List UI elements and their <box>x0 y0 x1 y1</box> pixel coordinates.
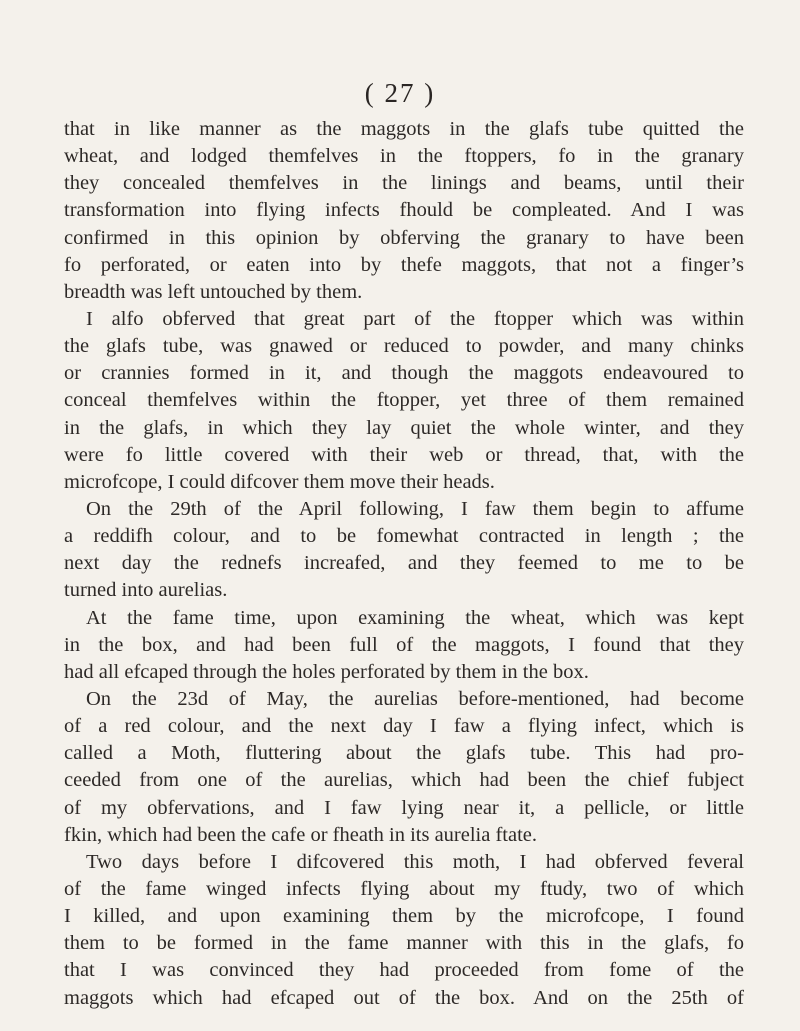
page-number: ( 27 ) <box>364 78 436 108</box>
text-line: On the 23d of May, the aurelias before-mentioned, had become <box>86 687 744 710</box>
text-line: breadth was left untouched by them. <box>64 280 363 303</box>
text-line: of the fame winged infects flying about my ftudy, two of which <box>64 877 744 900</box>
text-line: microfcope, I could difcover them move their heads. <box>64 470 495 493</box>
text-line: of a red colour, and the next day I faw a flying infect, which is <box>64 715 744 738</box>
text-line: had all efcaped through the holes perforated by them in the box. <box>64 660 589 683</box>
text-line: maggots which had efcaped out of the box. And on the 25th of <box>64 986 744 1009</box>
text-line: the glafs tube, was gnawed or reduced to powder, and many chinks <box>64 335 744 358</box>
text-line: transformation into flying infects fhould be compleated. And I was <box>64 199 744 222</box>
text-line: next day the rednefs increafed, and they feemed to me to be <box>64 552 744 575</box>
text-line: conceal themfelves within the ftopper, yet three of them remained <box>64 389 744 412</box>
text-line: that in like manner as the maggots in the glafs tube quitted the <box>64 118 744 140</box>
text-line: I killed, and upon examining them by the microfcope, I found <box>64 905 744 928</box>
text-line: were fo little covered with their web or thread, that, with the <box>64 443 744 466</box>
text-line: in the box, and had been full of the maggots, I found that they <box>64 633 744 656</box>
text-line: On the 29th of the April following, I faw them begin to affume <box>86 497 744 520</box>
text-line: they concealed themfelves in the linings and beams, until their <box>64 172 744 195</box>
body-text <box>64 116 744 1012</box>
text-line: turned into aurelias. <box>64 579 228 602</box>
text-line: confirmed in this opinion by obferving the granary to have been <box>64 226 744 249</box>
text-line: Two days before I difcovered this moth, I had obferved feveral <box>86 850 744 873</box>
text-line: or crannies formed in it, and though the maggots endeavoured to <box>64 362 744 385</box>
text-line: fo perforated, or eaten into by thefe maggots, that not a finger’s <box>64 253 744 276</box>
text-line: fkin, which had been the cafe or fheath in its aurelia ftate. <box>64 823 538 846</box>
text-line: called a Moth, fluttering about the glafs tube. This had pro- <box>64 742 744 765</box>
text-line: in the glafs, in which they lay quiet the whole winter, and they <box>64 416 744 439</box>
text-line: I alfo obferved that great part of the ftopper which was within <box>86 307 744 330</box>
text-line: At the fame time, upon examining the wheat, which was kept <box>86 606 744 629</box>
text-line: them to be formed in the fame manner with this in the glafs, fo <box>64 932 744 955</box>
text-line: wheat, and lodged themfelves in the ftoppers, fo in the granary <box>64 145 744 168</box>
text-line: a reddifh colour, and to be fomewhat contracted in length ; the <box>64 525 744 548</box>
text-line: ceeded from one of the aurelias, which had been the chief fubject <box>64 769 744 792</box>
text-line: of my obfervations, and I faw lying near it, a pellicle, or little <box>64 796 744 819</box>
text-line: that I was convinced they had proceeded from fome of the <box>64 959 744 982</box>
